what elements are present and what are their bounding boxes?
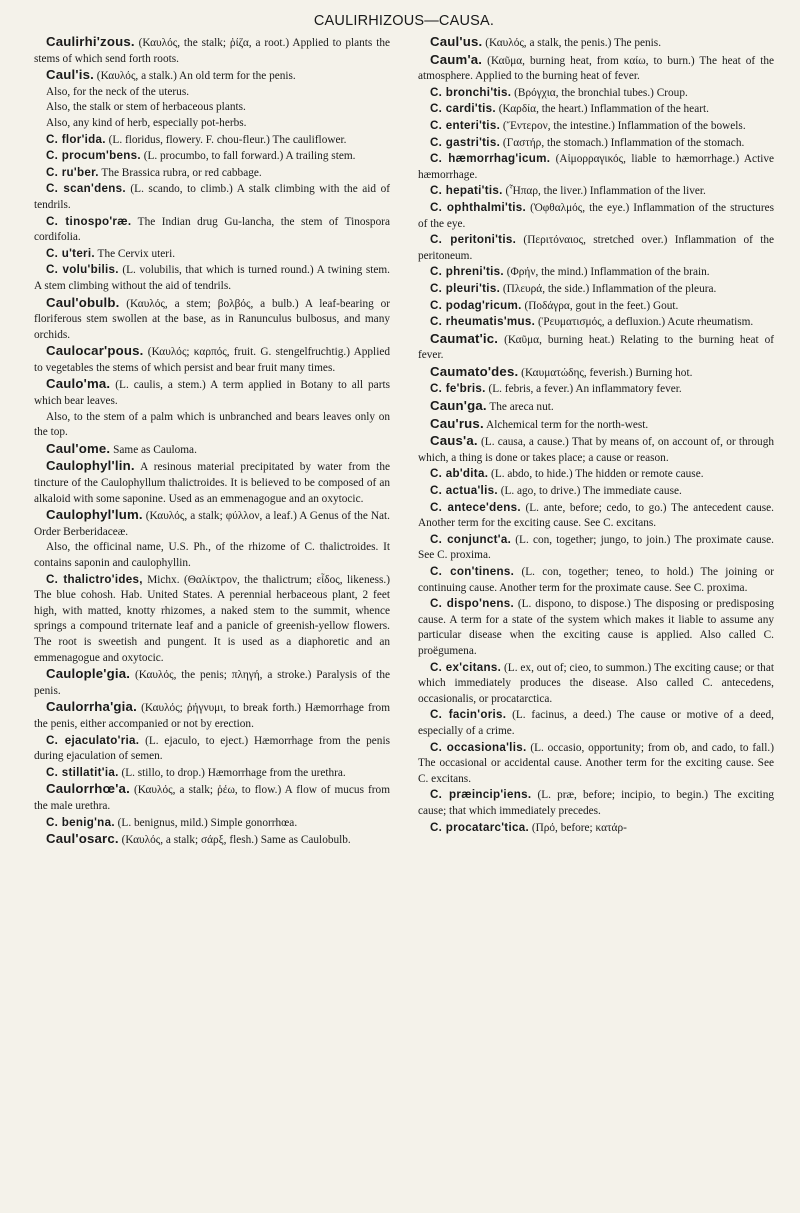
entry-headword: C. gastri'tis. (430, 135, 501, 149)
entry-headword: C. actua'lis. (430, 484, 498, 498)
entry-definition: (L. occasio, opportunity; from ob, and cado, to fall.) The occasional or accidental cause. Another term for the exciting cause. See C. excitans. (418, 741, 774, 785)
sub-entry (418, 183, 774, 200)
entry-definition: Also, any kind of herb, especially pot-herbs. (46, 116, 247, 129)
dictionary-entry (418, 416, 774, 434)
entry-headword: C. ejaculato'ria. (46, 733, 140, 747)
sub-entry (34, 181, 390, 213)
entry-definition: The Cervix uteri. (94, 247, 176, 260)
entry-headword: C. rheumatis'mus. (430, 315, 536, 329)
sub-entry (418, 500, 774, 532)
entry-headword: Caul'is. (46, 67, 94, 83)
sub-entry (418, 85, 774, 102)
sub-entry (34, 572, 390, 667)
entry-headword: Caum'a. (430, 51, 483, 67)
entry-headword: Caulople'gia. (46, 666, 131, 682)
entry-definition: (Καυλός, a stalk; σάρξ, flesh.) Same as Caulobulb. (118, 834, 351, 847)
dictionary-entry (34, 507, 390, 540)
sub-entry (34, 132, 390, 149)
entry-headword: Caun'ga. (430, 398, 487, 414)
entry-definition: (Καυλός, the penis; πληγή, a stroke.) Paralysis of the penis. (34, 669, 390, 697)
sub-entry (34, 765, 390, 782)
entry-definition: Same as Cauloma. (110, 443, 197, 456)
sub-entry (34, 246, 390, 263)
running-title: CAULIRHIZOUS—CAUSA. (313, 13, 495, 29)
dictionary-entry (34, 295, 390, 344)
sub-entry (34, 410, 390, 441)
entry-headword: Caul'osarc. (46, 831, 119, 847)
entry-headword: C. pleuri'tis. (430, 281, 501, 295)
sub-entry (418, 281, 774, 298)
entry-headword: C. hæmorrhag'icum. (430, 152, 551, 166)
entry-headword: Caul'ome. (46, 440, 111, 456)
entry-headword: C. volu'bilis. (46, 263, 119, 277)
entry-headword: C. conjunct'a. (430, 532, 512, 546)
entry-definition: (Καυλός, a stalk; φύλλον, a leaf.) A Genus of the Nat. Order Berberidaceæ. (34, 510, 390, 538)
entry-headword: Caulocar'pous. (46, 343, 144, 359)
entry-definition: (L. caulis, a stem.) A term applied in Botany to all parts which bear leaves. (34, 379, 390, 408)
entry-definition: (L. febris, a fever.) An inflammatory fever. (485, 383, 682, 396)
entry-definition: (L. abdo, to hide.) The hidden or remote cause. (488, 468, 704, 481)
sub-entry (418, 532, 774, 564)
sub-entry (34, 262, 390, 294)
entry-definition: (Ἧπαρ, the liver.) Inflammation of the liver. (502, 185, 706, 198)
sub-entry (34, 815, 390, 832)
entry-definition: (Καυλός, a stem; βολβός, a bulb.) A leaf-bearing or floriferous stem swollen at the base, as in Ranunculus bulbosus, and many orchids. (34, 297, 390, 341)
entry-headword: C. podag'ricum. (430, 298, 522, 312)
entry-definition: (Καυλός, a stalk, the penis.) The penis. (482, 37, 662, 49)
entry-headword: Caumat'ic. (430, 330, 499, 346)
entry-headword: Caul'us. (430, 34, 483, 49)
entry-definition: (L. facinus, a deed.) The cause or motive of a deed, especially of a crime. (418, 709, 774, 737)
entry-headword: C. con'tinens. (430, 565, 515, 578)
entry-definition: Also, the officinal name, U.S. Ph., of the rhizome of C. thalictroides. It contains saponin and caulophyllin. (34, 541, 390, 569)
entry-definition: (Ὀφθαλμός, the eye.) Inflammation of the structures of the eye. (418, 201, 775, 230)
entry-definition: (Καυλός, the stalk; ῥίζα, a root.) Applied to plants the stems of which send forth roots. (34, 37, 390, 65)
entry-definition: Also, for the neck of the uterus. (46, 85, 190, 98)
dictionary-entry (418, 52, 774, 85)
sub-entry (34, 116, 390, 132)
entry-headword: Caumato'des. (430, 363, 519, 379)
entry-definition: (Πρό, before; κατάρ- (529, 821, 627, 834)
entry-headword: C. ru'ber. (46, 165, 99, 179)
entry-definition: (Φρήν, the mind.) Inflammation of the brain. (503, 266, 710, 279)
entry-headword: C. dispo'nens. (430, 597, 514, 611)
entry-definition: (L. ante, before; cedo, to go.) The antecedent cause. Another term for the exciting cause. See C. excitans. (418, 501, 774, 530)
entry-definition: (Καυλός, a stalk; ῥέω, to flow.) A flow of mucus from the male urethra. (34, 784, 390, 812)
entry-definition: (L. floridus, flowery. F. chou-fleur.) The cauliflower. (105, 133, 347, 146)
sub-entry (418, 820, 774, 837)
dictionary-entry (418, 433, 774, 466)
entry-headword: C. enteri'tis. (430, 118, 501, 132)
entry-headword: C. tinospo'ræ. (46, 214, 132, 228)
sub-entry (418, 466, 774, 483)
entry-definition: (Καυλός; ῥήγνυμι, to break forth.) Hæmorrhage from the penis, either accompanied or not by erection. (34, 702, 390, 730)
entry-definition: (Αἱμορραγικός, liable to hæmorrhage.) Active hæmorrhage. (418, 153, 775, 181)
entry-headword: C. hepati'tis. (430, 184, 503, 198)
entry-headword: C. procum'bens. (46, 149, 141, 163)
sub-entry (34, 214, 390, 246)
entry-definition: Also, to the stem of a palm which is unbranched and bears leaves only on the top. (34, 410, 390, 439)
dictionary-entry (34, 666, 390, 699)
entry-definition: The areca nut. (486, 401, 554, 414)
entry-definition: Also, the stalk or stem of herbaceous plants. (46, 101, 246, 114)
dictionary-entry (34, 34, 390, 67)
sub-entry (34, 540, 390, 571)
entry-definition: (Γαστήρ, the stomach.) Inflammation of the stomach. (500, 136, 745, 149)
entry-headword: C. u'teri. (46, 246, 95, 260)
entry-headword: C. scan'dens. (46, 182, 126, 196)
entry-definition: (L. causa, a cause.) That by means of, on account of, or through which, a thing is done or takes place; a cause or reason. (418, 436, 774, 464)
sub-entry (418, 787, 774, 819)
entry-headword: C. flor'ida. (46, 132, 106, 146)
entry-definition: Michx. (Θαλίκτρον, the thalictrum; εἶδος, likeness.) The blue cohosh. Hab. United States. A perennial herbaceous plant, 2 feet high, with matted, knotty rhizomes, a naked stem to the summit, whence springs a compound triternate leaf and a panicle of greenish-yellow flowers. The root is sweetish and pungent. It is used as a diaphoretic and an emmenagogue and oxytocic. (34, 573, 390, 664)
sub-entry (418, 314, 774, 331)
entry-definition: (Καυλός; καρπός, fruit. G. stengelfruchtig.) Applied to vegetables the stems of which persist and bear fruit many times. (34, 346, 390, 374)
entry-definition: (Καρδία, the heart.) Inflammation of the heart. (495, 103, 709, 116)
sub-entry (418, 596, 774, 659)
entry-definition: (Πλευρά, the side.) Inflammation of the pleura. (500, 282, 717, 295)
entry-headword: C. ab'dita. (430, 467, 489, 481)
dictionary-entry (34, 67, 390, 85)
dictionary-entry (418, 364, 774, 382)
entry-headword: C. facin'oris. (430, 708, 507, 722)
entry-definition: Alchemical term for the north-west. (483, 418, 649, 431)
dictionary-entry (34, 699, 390, 732)
entry-definition: A resinous material precipitated by water from the tincture of the Caulophyllum thalictroides. It is believed to be composed of an alkaloid with some saponine. Used as an emmenagogue and an oxytocic. (34, 461, 390, 505)
entry-headword: C. occasiona'lis. (430, 740, 527, 754)
entry-headword: Caulorrhœ'a. (46, 781, 130, 797)
sub-entry (34, 148, 390, 165)
dictionary-entry (34, 781, 390, 814)
dictionary-entry (34, 458, 390, 507)
sub-entry (34, 85, 390, 101)
entry-headword: Caulophyl'lum. (46, 507, 143, 523)
entry-definition: (L. con, together; jungo, to join.) The proximate cause. See C. proxima. (418, 533, 775, 562)
entry-definition: (L. procumbo, to fall forward.) A trailing stem. (140, 150, 356, 163)
entry-headword: C. cardi'tis. (430, 102, 496, 116)
sub-entry (418, 200, 774, 232)
sub-entry (418, 298, 774, 315)
sub-entry (418, 151, 774, 183)
entry-headword: C. ophthalmi'tis. (430, 200, 527, 214)
entry-definition: (L. stillo, to drop.) Hæmorrhage from the urethra. (118, 766, 346, 779)
entry-definition: (L. con, together; teneo, to hold.) The joining or continuing cause. Another term for the proximate cause. See C. proxima. (418, 566, 774, 594)
sub-entry (418, 483, 774, 500)
sub-entry (418, 381, 774, 398)
entry-headword: C. ex'citans. (430, 660, 502, 674)
entry-definition: (L. ejaculo, to eject.) Hæmorrhage from the penis during ejaculation of semen. (34, 734, 390, 763)
entry-headword: Caulirhi'zous. (46, 34, 135, 49)
entry-definition: (Ἔντερον, the intestine.) Inflammation of the bowels. (500, 119, 746, 132)
entry-definition: (Καυλός, a stalk.) An old term for the penis. (93, 70, 296, 83)
entry-headword: C. stillatit'ia. (46, 765, 119, 779)
sub-entry (34, 733, 390, 765)
entry-definition: (L. dispono, to dispose.) The disposing or predisposing cause. A term for a state of the system which makes it liable to assume any particular disease when the exciting cause is applied. Also called C. proëgumena. (418, 598, 774, 657)
sub-entry (34, 165, 390, 182)
entry-definition: (Καῦμα, burning heat, from καίω, to burn.) The heat of the atmosphere. Applied to the burning heat of fever. (418, 54, 774, 83)
entry-definition: (L. præ, before; incipio, to begin.) The exciting cause; that which immediately precedes. (418, 789, 774, 817)
right-column (418, 34, 774, 849)
dictionary-entry (418, 331, 774, 364)
sub-entry (418, 707, 774, 739)
sub-entry (418, 264, 774, 281)
entry-headword: Cau'rus. (430, 415, 484, 431)
dictionary-entry (34, 831, 390, 849)
entry-definition: (Ῥευματισμός, a defluxion.) Acute rheumatism. (535, 316, 754, 329)
sub-entry (34, 100, 390, 116)
sub-entry (418, 740, 774, 788)
entry-headword: Caulorrha'gia. (46, 699, 137, 715)
sub-entry (418, 232, 774, 264)
entry-definition: (L. ex, out of; cieo, to summon.) The exciting cause; or that which immediately produces the disease. Also called C. antecedens, occasionalis, or procatarctica. (418, 661, 774, 705)
entry-headword: C. phreni'tis. (430, 265, 504, 279)
entry-definition: (L. volubilis, that which is turned round.) A twining stem. A stem climbing without the aid of tendrils. (34, 264, 390, 292)
dictionary-entry (418, 34, 774, 52)
entry-definition: (Καυματώδης, feverish.) Burning hot. (518, 366, 693, 379)
sub-entry (418, 564, 774, 596)
entry-definition: (Περιτόναιος, stretched over.) Inflammation of the peritoneum. (418, 234, 775, 262)
entry-definition: (Καῦμα, burning heat.) Relating to the burning heat of fever. (418, 333, 774, 362)
entry-headword: C. præincip'iens. (430, 788, 532, 802)
entry-definition: (L. benignus, mild.) Simple gonorrhœa. (114, 816, 298, 829)
dictionary-entry (34, 343, 390, 376)
entry-headword: C. antece'dens. (430, 500, 521, 514)
entry-headword: C. benig'na. (46, 815, 115, 829)
dictionary-entry (418, 398, 774, 416)
entry-headword: C. bronchi'tis. (430, 85, 512, 99)
sub-entry (418, 135, 774, 152)
entry-headword: Caul'obulb. (46, 294, 120, 310)
dictionary-entry (34, 376, 390, 409)
entry-headword: Caulo'ma. (46, 376, 111, 392)
entry-headword: C. fe'bris. (430, 382, 486, 396)
entry-headword: Caulophyl'lin. (46, 458, 135, 474)
left-column (34, 34, 390, 849)
entry-definition: (L. scando, to climb.) A stalk climbing with the aid of tendrils. (34, 183, 390, 211)
entry-definition: (Ποδάγρα, gout in the feet.) Gout. (521, 299, 679, 312)
entry-definition: The Brassica rubra, or red cabbage. (98, 166, 262, 179)
sub-entry (418, 118, 774, 135)
dictionary-entry (34, 441, 390, 459)
entry-headword: Caus'a. (430, 433, 478, 449)
entry-headword: C. peritoni'tis. (430, 233, 517, 247)
sub-entry (418, 660, 774, 708)
entry-definition: (L. ago, to drive.) The immediate cause. (497, 485, 682, 498)
entry-headword: C. procatarc'tica. (430, 820, 530, 834)
entry-definition: The Indian drug Gu-lancha, the stem of Tinospora cordifolia. (34, 215, 390, 244)
two-column-body (34, 34, 774, 849)
sub-entry (418, 101, 774, 118)
entry-definition: (Βρόγχια, the bronchial tubes.) Croup. (511, 86, 688, 99)
entry-headword: C. thalictro'ides, (46, 572, 143, 586)
